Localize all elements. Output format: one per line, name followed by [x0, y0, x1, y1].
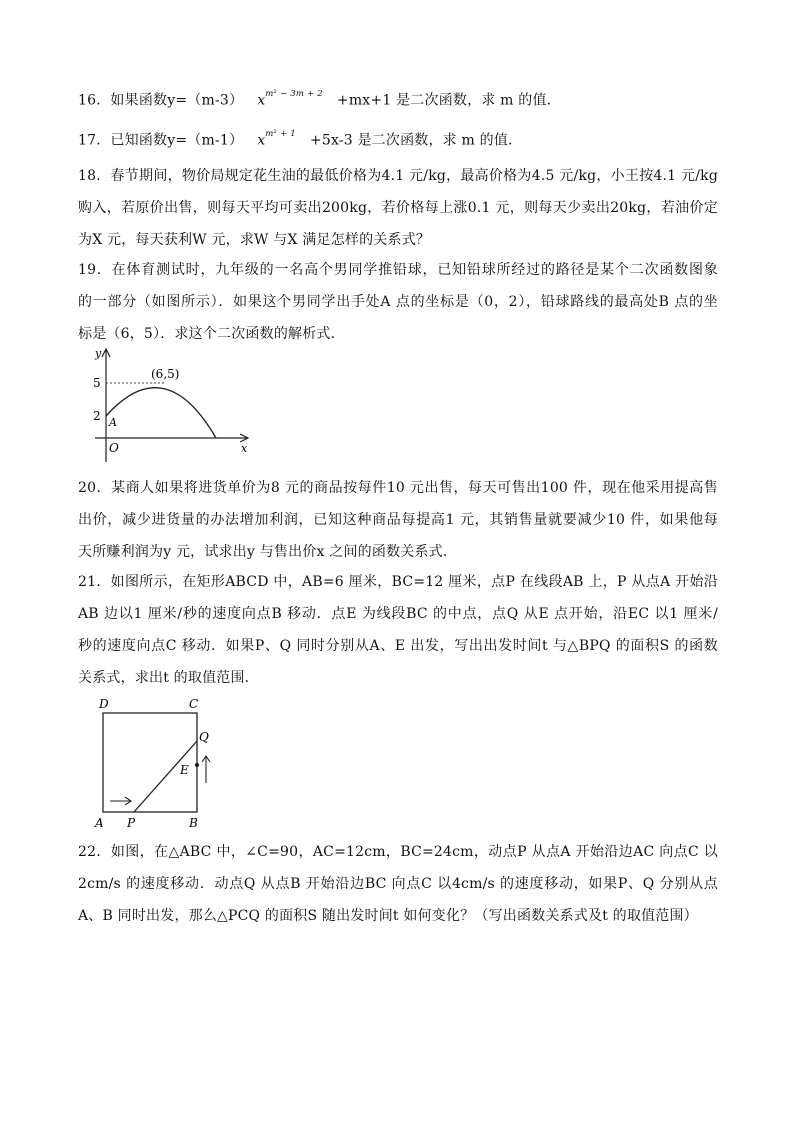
q21-label-a: A [95, 816, 104, 830]
q18-line: 18．春节期间，物价局规定花生油的最低价格为4.1 元/kg，最高价格为4.5 元/kg，小王按4.1 元/kg [78, 168, 718, 184]
q19-label-5: 5 [93, 376, 101, 390]
question-18 [78, 160, 718, 256]
q21-line: 关系式，求出t 的取值范围． [78, 670, 259, 686]
question-21 [78, 566, 718, 694]
q18-line: 购入，若原价出售，则每天平均可卖出200kg，若价格每上涨0.1 元，则每天少卖出20kg，若油价定 [78, 200, 718, 216]
q21-label-p: P [127, 816, 136, 830]
q20-line: 20．某商人如果将进货单价为8 元的商品按每件10 元出售，每天可售出100 件，现在他采用提高售 [78, 480, 718, 496]
q17-prefix: 已知函数y=（m-1） [110, 132, 244, 149]
q21-point-e [195, 763, 199, 767]
q19-line: 标是（6，5）．求这个二次函数的解析式． [78, 326, 345, 342]
question-16 [78, 81, 718, 117]
q21-rectangle-figure [88, 693, 218, 833]
q16-number: 16． [78, 92, 111, 109]
q21-label-q: Q [199, 730, 209, 744]
q17-exponent: m² + 1 [265, 129, 296, 139]
q16-base: x [257, 92, 266, 109]
q19-y-label: y [95, 347, 102, 360]
q21-label-b: B [189, 816, 198, 830]
q19-line: 19．在体育测试时，九年级的一名高个男同学推铅球，已知铅球所经过的路径是某个二次函数图象 [78, 262, 718, 278]
q21-line: AB 边以1 厘米/秒的速度向点B 移动．点E 为线段BC 的中点，点Q 从E 点开始，沿EC 以1 厘米/ [78, 606, 718, 622]
q17-suffix: +5x-3 是二次函数，求 m 的值． [309, 132, 523, 149]
q22-line: A、B 同时出发，那么△PCQ 的面积S 随出发时间t 如何变化？（写出函数关系式及t 的取值范围） [78, 908, 698, 924]
question-22 [78, 836, 718, 932]
question-19 [78, 254, 718, 350]
q21-label-c: C [189, 697, 199, 711]
q22-line: 22．如图，在△ABC 中，∠C=90，AC=12cm，BC=24cm，动点P 从点A 开始沿边AC 向点C 以 [78, 844, 718, 860]
q17-base: x [257, 132, 266, 149]
q21-line: 秒的速度向点C 移动．如果P、Q 同时分别从A、E 出发，写出出发时间t 与△BPQ 的面积S 的函数 [78, 638, 718, 654]
q19-origin: O [109, 441, 119, 455]
q19-vertex-label: (6,5) [151, 367, 180, 381]
q20-line: 出价，减少进货量的办法增加利润，已知这种商品每提高1 元，其销售量就要减少10 件，如果他每 [78, 512, 718, 528]
q19-point-a: A [109, 416, 117, 429]
q21-label-d: D [99, 697, 109, 711]
q19-x-label: x [241, 442, 248, 455]
question-20 [78, 472, 718, 568]
q19-parabola-figure [85, 342, 255, 464]
q20-line: 天所赚利润为y 元，试求出y 与售出价x 之间的函数关系式． [78, 544, 458, 560]
q17-number: 17． [78, 132, 111, 149]
q22-line: 2cm/s 的速度移动．动点Q 从点B 开始沿边BC 向点C 以4cm/s 的速度移动，如果P、Q 分别从点 [78, 876, 718, 892]
question-17 [78, 121, 718, 157]
q19-parabola-curve [106, 388, 216, 438]
q16-suffix: +mx+1 是二次函数，求 m 的值． [336, 92, 561, 109]
q18-line: 为X 元，每天获利W 元，求W 与X 满足怎样的关系式？ [78, 232, 431, 248]
q21-label-e: E [180, 763, 189, 777]
q16-prefix: 如果函数y=（m-3） [110, 92, 244, 109]
q19-label-2: 2 [93, 409, 101, 423]
q21-line: 21．如图所示，在矩形ABCD 中，AB=6 厘米，BC=12 厘米，点P 在线段AB 上，P 从点A 开始沿 [78, 574, 718, 590]
q16-exponent: m² − 3m + 2 [265, 89, 323, 99]
q19-line: 的一部分（如图所示）．如果这个男同学出手处A 点的坐标是（0，2），铅球路线的最高处B 点的坐 [78, 294, 718, 310]
